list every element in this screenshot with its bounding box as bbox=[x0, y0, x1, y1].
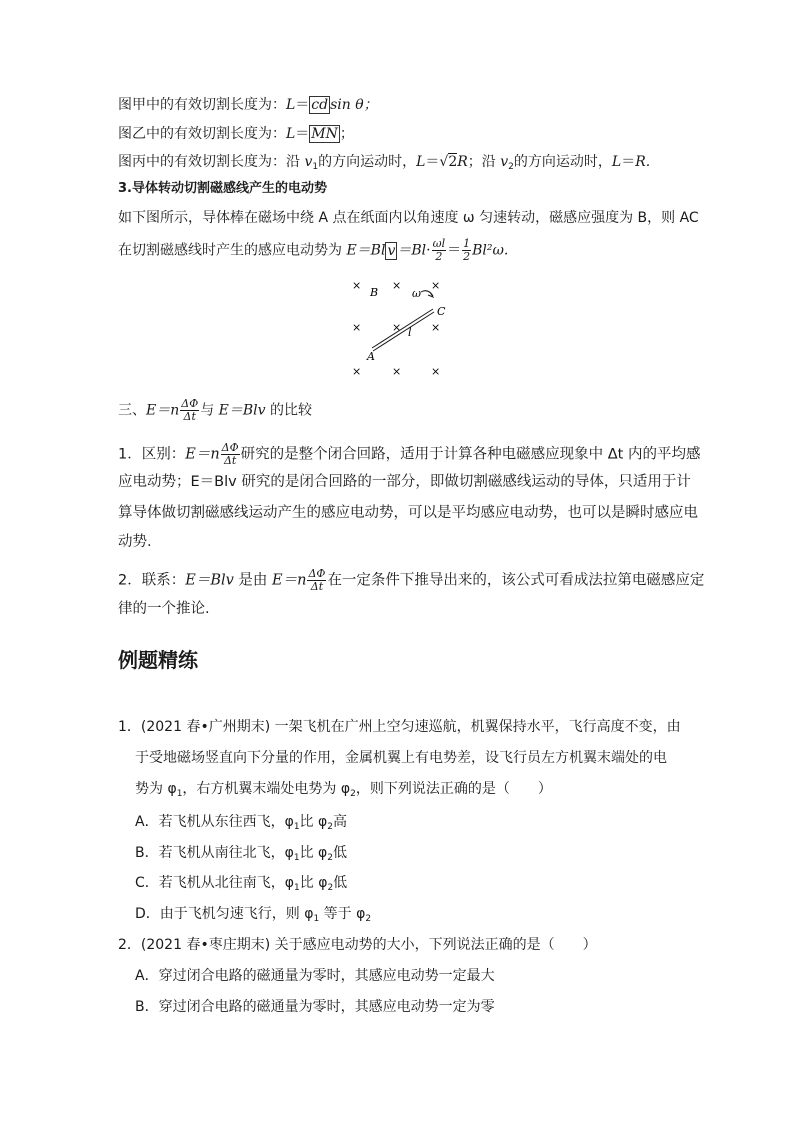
text: D．由于飞机匀速飞行，则 φ bbox=[135, 906, 314, 922]
formula: E＝n bbox=[272, 572, 307, 589]
numerator: ΔΦ bbox=[221, 441, 239, 454]
text: ＝ bbox=[447, 242, 462, 259]
text: 比 φ bbox=[299, 875, 328, 891]
text: ，右方机翼末端处电势为 φ bbox=[182, 781, 351, 797]
cross-mark: × bbox=[431, 279, 441, 292]
text: ；沿 bbox=[467, 154, 496, 170]
subscript: 1 bbox=[294, 883, 300, 893]
formula: E＝Blv bbox=[218, 402, 266, 419]
formula: E＝Blv bbox=[185, 572, 234, 589]
relation-line-1 bbox=[118, 568, 704, 593]
text: 是由 bbox=[233, 572, 273, 589]
question-2-option-b[interactable]: B．穿过闭合电路的磁通量为零时，其感应电动势一定为零 bbox=[135, 999, 495, 1015]
var-L: L bbox=[416, 154, 426, 170]
denominator: Δt bbox=[310, 580, 324, 593]
cross-mark: × bbox=[352, 321, 362, 334]
subscript: 2 bbox=[327, 853, 333, 863]
text: sin θ； bbox=[330, 97, 378, 113]
text: 的方向运动时， bbox=[318, 154, 417, 170]
text: ，则下列说法正确的是（ ） bbox=[355, 781, 552, 797]
cross-mark: × bbox=[352, 279, 362, 292]
question-1-option-d[interactable] bbox=[135, 905, 371, 928]
subscript: 2 bbox=[508, 162, 514, 172]
var-L: L bbox=[611, 154, 622, 170]
boxed-cd: cd bbox=[311, 97, 329, 113]
question-1-line-3 bbox=[135, 780, 552, 803]
text: ＝ bbox=[621, 154, 636, 170]
text: 三、 bbox=[118, 402, 146, 419]
subscript: 1 bbox=[176, 789, 183, 799]
label-l: l bbox=[408, 326, 412, 339]
rod-edge bbox=[373, 312, 434, 351]
cross-mark: × bbox=[392, 279, 402, 292]
question-2-option-a[interactable]: A．穿过闭合电路的磁通量为零时，其感应电动势一定最大 bbox=[135, 968, 495, 984]
formula-line-jia bbox=[118, 96, 378, 114]
numerator: 1 bbox=[463, 237, 471, 250]
formula-line-yi bbox=[118, 125, 354, 143]
text: 的方向运动时， bbox=[513, 154, 612, 170]
rotation-line-1: 如下图所示，导体棒在磁场中绕 A 点在纸面内以角速度 ω 匀速转动，磁感应强度为 B，则 AC bbox=[118, 210, 699, 226]
text: 与 bbox=[200, 402, 219, 419]
text: C．若飞机从北往南飞，φ bbox=[135, 875, 295, 891]
fraction-dphi-dt bbox=[180, 398, 199, 423]
cross-mark: × bbox=[392, 321, 402, 334]
difference-line-1 bbox=[118, 442, 700, 467]
text: 在一定条件下推导出来的，该公式可看成法拉第电磁感应定 bbox=[327, 572, 705, 589]
cross-mark: × bbox=[431, 321, 441, 334]
question-1-line-2: 于受地磁场竖直向下分量的作用，金属机翼上有电势差，设飞行员左方机翼末端处的电 bbox=[135, 750, 667, 766]
question-1-line-1: 1．(2021 春•广州期末) 一架飞机在广州上空匀速巡航，机翼保持水平，飞行高度不变，由 bbox=[118, 719, 681, 735]
text: 在切割磁感线时产生的感应电动势为 bbox=[118, 242, 347, 259]
subscript: 2 bbox=[327, 883, 334, 893]
fraction-one-half bbox=[462, 238, 471, 263]
text: A．若飞机从东往西飞，φ bbox=[135, 814, 294, 830]
radicand: 2 bbox=[448, 154, 458, 170]
question-1-option-a[interactable] bbox=[135, 813, 347, 836]
text: 2．联系： bbox=[118, 572, 186, 589]
subscript: 1 bbox=[313, 914, 320, 924]
question-2-line-1: 2．(2021 春•枣庄期末) 关于感应电动势的大小，下列说法正确的是（ ） bbox=[118, 937, 597, 953]
text: 1．区别： bbox=[118, 446, 186, 463]
text: 研究的是整个闭合回路，适用于计算各种电磁感应现象中 Δt 内的平均感 bbox=[240, 446, 701, 463]
formula: E＝n bbox=[185, 446, 220, 463]
subscript: 2 bbox=[365, 914, 372, 924]
formula: ＝Bl· bbox=[397, 242, 431, 259]
label-A: A bbox=[367, 350, 375, 363]
difference-line-4: 动势. bbox=[118, 534, 152, 550]
var-L: L bbox=[286, 126, 296, 142]
cross-mark: × bbox=[352, 365, 362, 378]
text: ＝ bbox=[425, 154, 440, 170]
var-L: L bbox=[286, 97, 296, 113]
formula: E＝Bl bbox=[346, 242, 386, 259]
text: 图丙中的有效切割长度为：沿 bbox=[118, 154, 300, 170]
subscript: 1 bbox=[293, 853, 300, 863]
cross-mark: × bbox=[431, 365, 441, 378]
var-R: R. bbox=[635, 154, 651, 170]
formula: E＝n bbox=[146, 402, 180, 419]
denominator: Δt bbox=[223, 454, 237, 467]
cross-mark: × bbox=[392, 365, 402, 378]
text: 低 bbox=[333, 875, 348, 891]
rotating-rod-figure bbox=[330, 270, 470, 382]
formula: Bl²ω. bbox=[472, 242, 509, 259]
subheading-rotation: 3.导体转动切割磁感线产生的电动势 bbox=[118, 181, 327, 196]
text: ； bbox=[339, 126, 354, 142]
text: 的比较 bbox=[265, 402, 313, 419]
relation-line-2: 律的一个推论. bbox=[118, 601, 210, 617]
var-v: v bbox=[500, 154, 509, 170]
rod-edge bbox=[372, 309, 433, 348]
subscript: 2 bbox=[327, 822, 333, 832]
fraction-dphi-dt bbox=[307, 568, 326, 593]
subscript: 1 bbox=[293, 822, 300, 832]
var-v: v bbox=[304, 154, 313, 170]
section-title: 例题精练 bbox=[118, 648, 198, 672]
text: 等于 φ bbox=[319, 906, 366, 922]
text: ＝ bbox=[295, 126, 310, 142]
question-1-option-c[interactable] bbox=[135, 874, 347, 897]
boxed-v: v bbox=[387, 242, 396, 259]
difference-line-2: 应电动势；E＝Blv 研究的是闭合回路的一部分，即做切割磁感线运动的导体，只适用于计 bbox=[118, 474, 691, 490]
var-R: R bbox=[457, 154, 468, 170]
text: ＝ bbox=[295, 97, 310, 113]
boxed-MN: MN bbox=[311, 126, 338, 142]
numerator: ωl bbox=[432, 237, 446, 250]
rotation-line-2 bbox=[118, 238, 508, 263]
question-1-option-b[interactable] bbox=[135, 844, 347, 867]
label-C: C bbox=[437, 305, 446, 318]
section-compare-heading bbox=[118, 398, 312, 423]
text: 比 φ bbox=[299, 814, 328, 830]
text: 低 bbox=[333, 845, 347, 861]
text: 势为 φ bbox=[135, 781, 177, 797]
denominator: 2 bbox=[435, 250, 443, 263]
text: 比 φ bbox=[299, 845, 328, 861]
label-omega: ω bbox=[412, 287, 421, 300]
text: 图甲中的有效切割长度为： bbox=[118, 97, 286, 113]
fraction-omega-l-over-2 bbox=[432, 238, 447, 263]
numerator: ΔΦ bbox=[308, 567, 326, 580]
subscript: 1 bbox=[312, 162, 319, 172]
sqrt-2 bbox=[439, 153, 457, 170]
fraction-dphi-dt bbox=[221, 442, 240, 467]
formula-line-bing bbox=[118, 153, 650, 176]
denominator: 2 bbox=[463, 250, 471, 263]
numerator: ΔΦ bbox=[181, 397, 199, 410]
text: B．若飞机从南往北飞，φ bbox=[135, 845, 294, 861]
denominator: Δt bbox=[183, 410, 196, 423]
subscript: 2 bbox=[350, 789, 356, 799]
label-B: B bbox=[370, 286, 379, 299]
text: 高 bbox=[332, 814, 347, 830]
text: 图乙中的有效切割长度为： bbox=[118, 126, 286, 142]
sqrt-sign: √ bbox=[439, 154, 449, 170]
difference-line-3: 算导体做切割磁感线运动产生的感应电动势，可以是平均感应电动势，也可以是瞬时感应电 bbox=[118, 505, 698, 521]
